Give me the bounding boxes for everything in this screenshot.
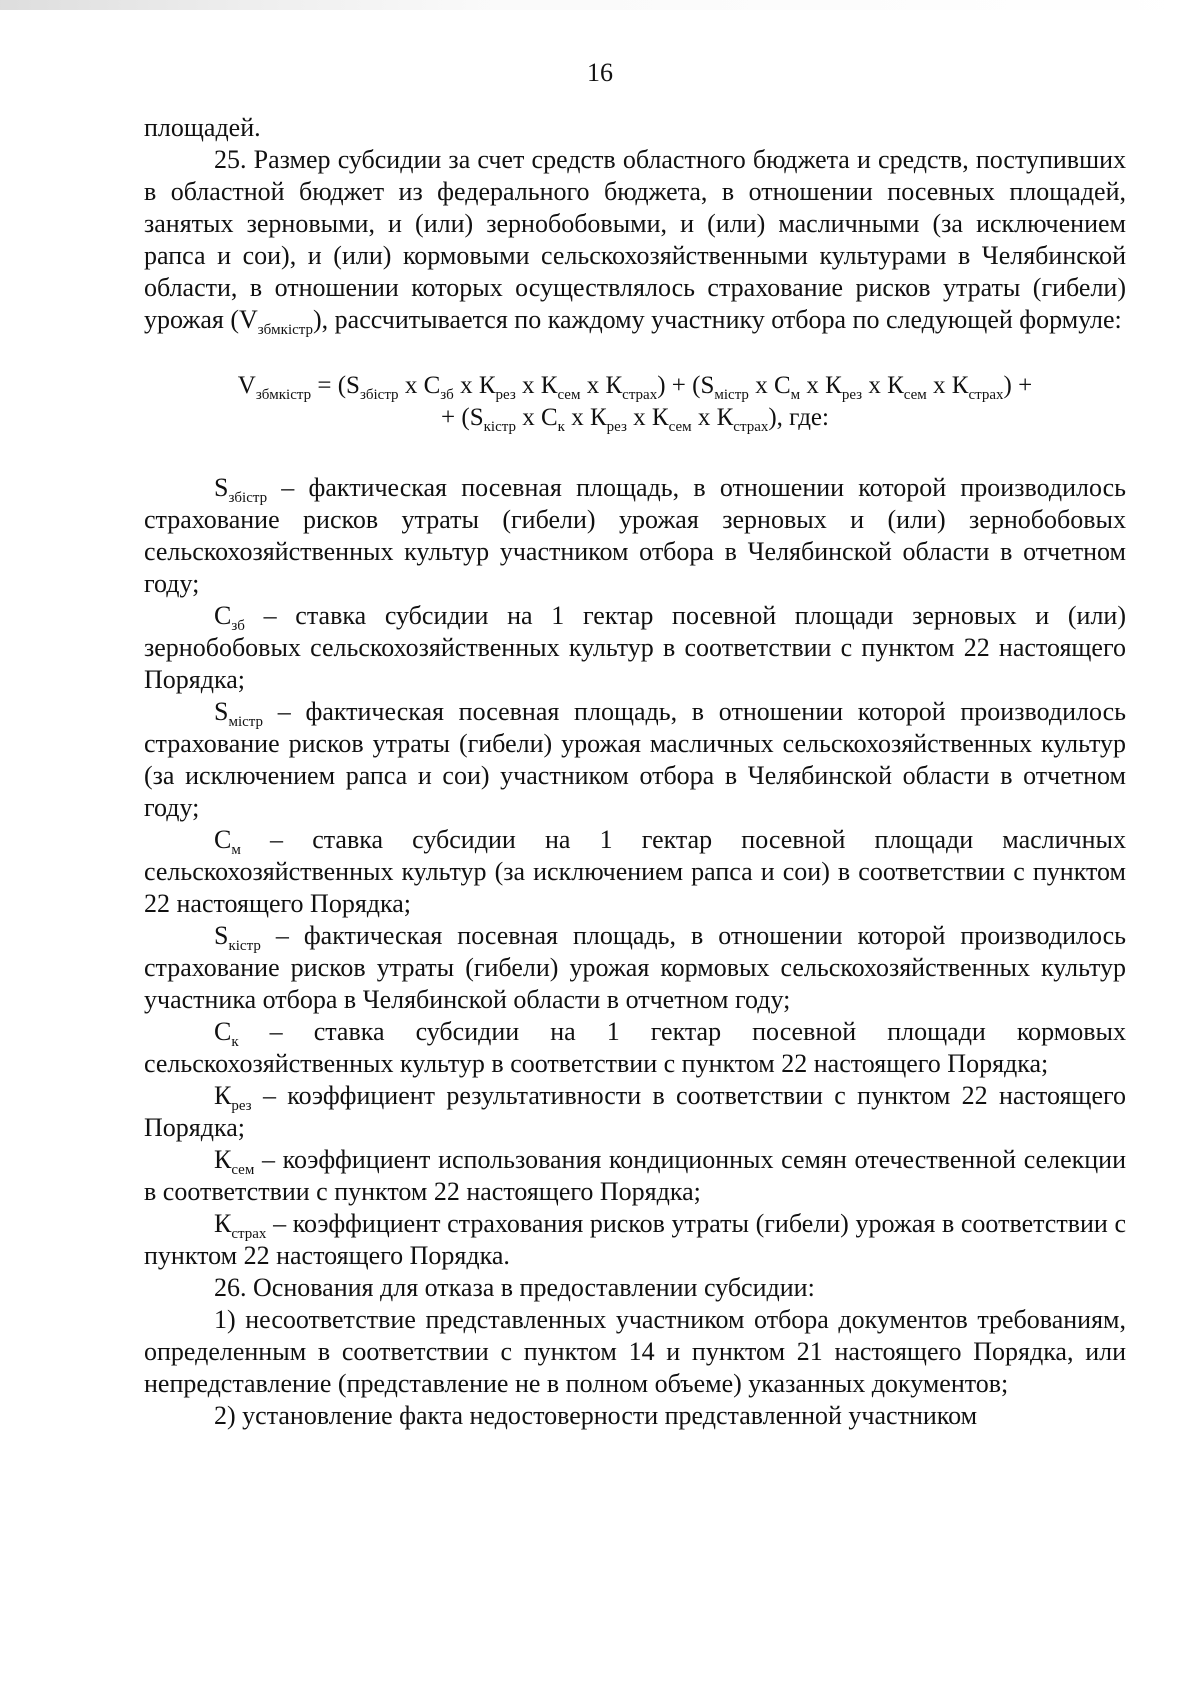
definition-item [144, 1208, 1126, 1272]
definition-symbol: $S_{кістр}$ [214, 921, 261, 955]
definition-item [144, 600, 1126, 696]
paragraph-25-text: 25. Размер субсидии за счет средств областного бюджета и средств, поступивших в областной бюджет из федерального бюджета, в отношении посевных площадей, занятых зерновыми, и (или) зернобобовыми, и (или) масличными (за исключением рапса и сои), и (или) кормовыми сельскохозяйственными культурами в Челябинской области, в отношении которых осуществлялось страхование рисков утраты (гибели) урожая (V [144, 145, 1126, 334]
paragraph-25 [144, 144, 1126, 339]
definition-symbol-subscript: м [231, 842, 241, 859]
definition-item [144, 824, 1126, 920]
definition-text: – ставка субсидии на 1 гектар посевной площади кормовых сельскохозяйственных культур в соответствии с пунктом 22 настоящего Порядка; [144, 1017, 1126, 1078]
definition-symbol: $С_м$ [214, 825, 241, 859]
paragraph-intro: площадей. [144, 113, 261, 142]
list-item-2: 2) установление факта недостоверности представленной участником [214, 1401, 978, 1430]
formula-line-2: + ($S_{кістр}$ x $С_к$ x $К_{рез}$ x $К_{сем}$ x $К_{страх}$), где: [441, 404, 829, 435]
paragraph-25-tail: ), рассчитывается по каждому участнику отбора по следующей формуле: [313, 305, 1122, 334]
definition-symbol: $S_{містр}$ [214, 697, 264, 731]
list-item-1: 1) несоответствие представленных участником отбора документов требованиям, определенным в соответствии с пунктом 14 и пунктом 21 настоящего Порядка, или непредставление (представление не в полном объеме) указанных документов; [144, 1305, 1126, 1398]
paragraph-26: 26. Основания для отказа в предоставлении субсидии: [214, 1273, 815, 1302]
definition-symbol: $S_{збістр}$ [214, 473, 268, 507]
definitions-list [144, 472, 1126, 1272]
definition-item [144, 920, 1126, 1016]
definition-item [144, 1144, 1126, 1208]
definition-symbol-subscript: к [231, 1034, 239, 1051]
paragraph-25-subscript: збмкістр [257, 322, 314, 339]
formula [144, 370, 1126, 434]
definition-symbol-subscript: сем [231, 1162, 255, 1179]
document-body [144, 112, 1126, 1432]
definition-item [144, 696, 1126, 824]
page-number: 16 [587, 58, 613, 87]
scan-edge [0, 0, 1200, 10]
definition-symbol: $К_{рез}$ [214, 1081, 252, 1115]
definition-item [144, 1080, 1126, 1144]
definition-symbol-subscript: страх [231, 1226, 267, 1243]
definition-symbol-subscript: кістр [228, 938, 261, 955]
definition-symbol-subscript: містр [228, 714, 264, 731]
definition-text: – ставка субсидии на 1 гектар посевной площади зерновых и (или) зернобобовых сельскохозяйственных культур в соответствии с пунктом 22 настоящего Порядка; [144, 601, 1126, 694]
definition-text: – фактическая посевная площадь, в отношении которой производилось страхование рисков утраты (гибели) урожая зерновых и (или) зернобобовых сельскохозяйственных культур участником отбора в Челябинской области в отчетном году; [144, 473, 1126, 598]
definition-text: – ставка субсидии на 1 гектар посевной площади масличных сельскохозяйственных культур (за исключением рапса и сои) в соответствии с пунктом 22 настоящего Порядка; [144, 825, 1126, 918]
definition-symbol: $К_{страх}$ [214, 1209, 267, 1243]
definition-item [144, 1016, 1126, 1080]
definition-symbol-subscript: рез [231, 1098, 252, 1115]
definition-text: – коэффициент использования кондиционных семян отечественной селекции в соответствии с пунктом 22 настоящего Порядка; [144, 1145, 1126, 1206]
definition-symbol: $С_{зб}$ [214, 601, 245, 635]
formula-line-1: $V_{збмкістр} = (S_{збістр}$ x $С_{зб}$ x $К_{рез}$ x $К_{сем}$ x $К_{страх}) + (S_{містр}$ x $С_м$ x $К_{рез}$ x $К_{сем}$ x $К_{страх}$) + [237, 372, 1033, 403]
definition-symbol-subscript: зб [231, 618, 245, 635]
definition-symbol: $К_{сем}$ [214, 1145, 255, 1179]
definition-text: – фактическая посевная площадь, в отношении которой производилось страхование рисков утраты (гибели) урожая кормовых сельскохозяйственных культур участника отбора в Челябинской области в отчетном году; [144, 921, 1126, 1014]
definition-symbol: $С_к$ [214, 1017, 239, 1051]
definition-item [144, 472, 1126, 600]
definition-text: – коэффициент страхования рисков утраты (гибели) урожая в соответствии с пунктом 22 настоящего Порядка. [144, 1209, 1126, 1270]
definition-text: – коэффициент результативности в соответствии с пунктом 22 настоящего Порядка; [144, 1081, 1126, 1142]
definition-symbol-subscript: збістр [228, 490, 268, 507]
definition-text: – фактическая посевная площадь, в отношении которой производилось страхование рисков утраты (гибели) урожая масличных сельскохозяйственных культур (за исключением рапса и сои) участником отбора в Челябинской области в отчетном году; [144, 697, 1126, 822]
